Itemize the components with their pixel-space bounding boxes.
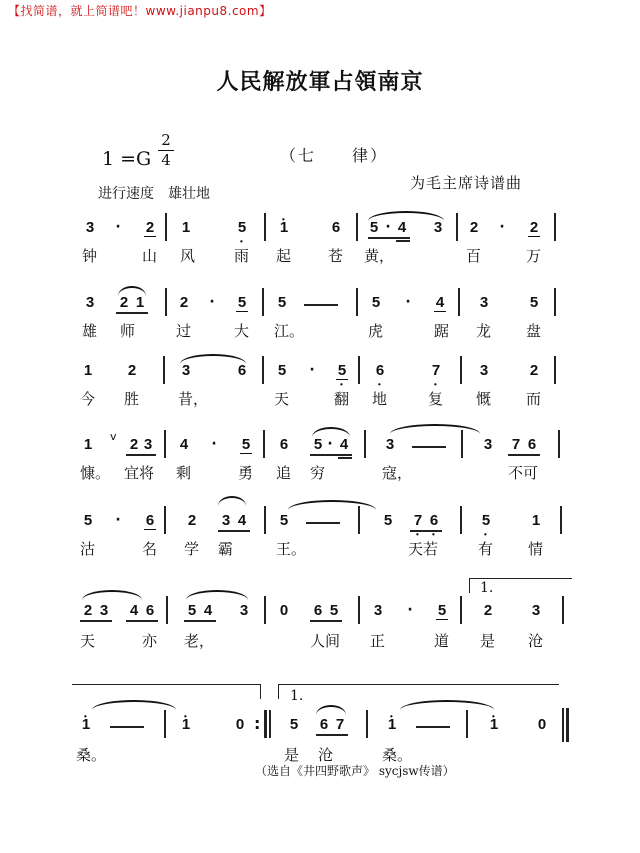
- underline: [80, 620, 112, 622]
- lyric: 是: [480, 632, 496, 650]
- note: 3: [221, 512, 231, 529]
- lyric: 剩: [176, 464, 192, 482]
- note: 1: [135, 294, 145, 311]
- lyric: 师: [120, 322, 136, 340]
- barline: [166, 596, 168, 624]
- slur: [92, 700, 176, 710]
- lyric: 老，: [184, 632, 215, 650]
- note: • 1: [488, 717, 500, 733]
- lyric: 是: [284, 746, 300, 764]
- lyric: 山: [142, 247, 158, 265]
- lyric: 盘: [526, 322, 542, 340]
- augmentation-dot: ·: [405, 294, 411, 310]
- note: 5: [237, 294, 247, 311]
- lyric: 复: [428, 390, 444, 408]
- site-banner[interactable]: 【找简谱，就上简谱吧！www.jianpu8.com】: [8, 4, 272, 18]
- note: 2: [83, 602, 93, 619]
- lyric: 龙: [476, 322, 492, 340]
- slur: [400, 700, 494, 710]
- barline: [165, 288, 167, 316]
- note: 5: [187, 602, 197, 619]
- lyric: 不可: [508, 464, 539, 482]
- note: 1: [181, 219, 191, 236]
- barline: [356, 213, 358, 241]
- note: 3: [239, 602, 249, 619]
- barline: [164, 430, 166, 458]
- lyric: 昔，: [178, 390, 209, 408]
- note: 2: [529, 362, 539, 379]
- note: 4: [203, 602, 213, 619]
- note: 6: [279, 436, 289, 453]
- lyric: 今: [80, 390, 96, 408]
- barline: [358, 506, 360, 534]
- barline: [458, 288, 460, 316]
- barline: [164, 710, 166, 738]
- lyric: 正: [370, 632, 386, 650]
- note: 6: [319, 716, 329, 733]
- augmentation-dot: ·: [309, 362, 315, 378]
- note: 0: [279, 602, 289, 619]
- lyric: 慷。: [80, 464, 111, 482]
- lyric: 有: [478, 540, 494, 558]
- underline: [410, 530, 442, 532]
- lyric: 而: [526, 390, 542, 408]
- lyric: 起: [276, 247, 292, 265]
- tempo-marking: 进行速度 雄壮地: [98, 186, 210, 202]
- key-signature: 1 =G: [102, 148, 152, 170]
- note: 7 •: [430, 363, 442, 379]
- lyric: 人间: [310, 632, 341, 650]
- slur: [218, 496, 246, 506]
- lyric: 桑。: [382, 746, 413, 764]
- barline: [356, 288, 358, 316]
- underline: [316, 734, 348, 736]
- note: 3: [479, 294, 489, 311]
- barline: [562, 596, 564, 624]
- note: 3: [99, 602, 109, 619]
- note: 2: [187, 512, 197, 529]
- lyric: 名: [142, 540, 158, 558]
- note: 6: [313, 602, 323, 619]
- note: 1: [83, 436, 93, 453]
- note: 5: [329, 602, 339, 619]
- underline: [508, 454, 540, 456]
- note: 6 •: [428, 513, 440, 529]
- volta-label: 1.: [480, 580, 494, 596]
- lyric: 学: [184, 540, 200, 558]
- note: 5: [437, 602, 447, 619]
- slur: [390, 424, 480, 434]
- note: 3: [531, 602, 541, 619]
- note: 3: [85, 219, 95, 236]
- lyric: 沽: [80, 540, 96, 558]
- note: 6: [145, 512, 155, 529]
- lyric: 慨: [476, 390, 492, 408]
- lyric: 寇，: [382, 464, 413, 482]
- barline: [558, 430, 560, 458]
- note: 3: [85, 294, 95, 311]
- source-credit: （选自《井四野歌声》 sycjsw传谱）: [255, 764, 455, 778]
- note: 2: [145, 219, 155, 236]
- underline: [368, 237, 410, 239]
- barline: [358, 596, 360, 624]
- lyric: 苍: [328, 247, 344, 265]
- note: 2: [483, 602, 493, 619]
- note: 6: [331, 219, 341, 236]
- note: 1: [531, 512, 541, 529]
- note: 5: [369, 219, 379, 236]
- barline: [264, 506, 266, 534]
- lyric: 穷: [310, 464, 326, 482]
- note: 6: [145, 602, 155, 619]
- note: 4: [237, 512, 247, 529]
- barline: [262, 288, 264, 316]
- lyric: 天若: [408, 540, 439, 558]
- barline: [460, 356, 462, 384]
- lyric: 万: [526, 247, 542, 265]
- lyric: 霸: [218, 540, 234, 558]
- composer-credit: 为毛主席诗谱曲: [410, 174, 523, 192]
- note: 5: [279, 512, 289, 529]
- note: 5: [529, 294, 539, 311]
- augmentation-dot: ·: [115, 512, 121, 528]
- note: 4: [129, 602, 139, 619]
- lyric: 胜: [124, 390, 140, 408]
- lyric: 亦: [142, 632, 158, 650]
- subtitle: （七 律）: [280, 146, 389, 165]
- note: 2: [179, 294, 189, 311]
- underline: [184, 620, 216, 622]
- note: 2: [529, 219, 539, 236]
- lyric: 宜将: [124, 464, 155, 482]
- lyric: 情: [528, 540, 544, 558]
- staff-row-2: [0, 290, 640, 350]
- note: 3: [433, 219, 443, 236]
- volta-bracket-2: [278, 684, 559, 699]
- note: • 1: [80, 717, 92, 733]
- note: • 1: [278, 220, 290, 236]
- note: 3: [479, 362, 489, 379]
- final-barline-thin: [562, 708, 564, 742]
- note: 0: [235, 716, 245, 733]
- note: 7: [511, 436, 521, 453]
- barline: [460, 506, 462, 534]
- lyric: 桑。: [76, 746, 107, 764]
- lyric: 勇: [238, 464, 254, 482]
- underline: [116, 312, 148, 314]
- barline: [163, 356, 165, 384]
- slur: [316, 705, 346, 715]
- augmentation-dot: ·: [211, 436, 217, 452]
- barline: [554, 213, 556, 241]
- barline: [461, 430, 463, 458]
- barline: [262, 356, 264, 384]
- extension-dash: [110, 726, 144, 728]
- note: • 1: [180, 717, 192, 733]
- barline: [264, 596, 266, 624]
- note: 4: [397, 219, 407, 236]
- lyric: 踞: [434, 322, 450, 340]
- note: 4: [435, 294, 445, 311]
- underline: [338, 457, 352, 459]
- lyric: 翻: [334, 390, 350, 408]
- augmentation-dot: ·: [499, 219, 505, 235]
- note: 4: [179, 436, 189, 453]
- underline: [126, 620, 158, 622]
- lyric: 追: [276, 464, 292, 482]
- lyric: 沧: [318, 746, 334, 764]
- barline: [466, 710, 468, 738]
- note: 3: [181, 362, 191, 379]
- lyric: 天: [80, 632, 96, 650]
- note: 5: [383, 512, 393, 529]
- note: 5: [289, 716, 299, 733]
- extension-dash: [416, 726, 450, 728]
- note: 3: [373, 602, 383, 619]
- note: 2: [119, 294, 129, 311]
- barline: [364, 430, 366, 458]
- lyric: 百: [466, 247, 482, 265]
- lyric: 虎: [368, 322, 384, 340]
- lyric: 过: [176, 322, 192, 340]
- note: 7 •: [412, 513, 424, 529]
- volta-continuation: [72, 684, 261, 699]
- slur: [82, 590, 142, 600]
- underline: [310, 454, 352, 456]
- note: 5: [83, 512, 93, 529]
- song-title: 人民解放軍占領南京: [216, 70, 424, 95]
- note: 6 •: [374, 363, 386, 379]
- lyric: 雄: [82, 322, 98, 340]
- note: 5: [277, 362, 287, 379]
- lyric: 风: [180, 247, 196, 265]
- repeat-sign: :: [254, 714, 261, 733]
- barline: [554, 288, 556, 316]
- time-top: 2: [161, 131, 171, 149]
- note: 3: [385, 436, 395, 453]
- note: 7: [335, 716, 345, 733]
- note: 5: [313, 436, 323, 453]
- staff-row-6: [0, 580, 640, 658]
- note: 2: [469, 219, 479, 236]
- barline: [358, 356, 360, 384]
- breath-mark: v: [110, 430, 117, 443]
- augmentation-dot: ·: [209, 294, 215, 310]
- barline: [554, 356, 556, 384]
- final-barline-thick: [566, 708, 569, 742]
- repeat-barline-thin: [269, 710, 271, 738]
- volta-label: 1.: [290, 688, 304, 704]
- note: 5 •: [236, 220, 248, 236]
- note: 5 •: [480, 513, 492, 529]
- extension-dash: [304, 304, 338, 306]
- repeat-barline: [264, 710, 267, 738]
- note: 0: [537, 716, 547, 733]
- note: • 1: [386, 717, 398, 733]
- note: 6: [527, 436, 537, 453]
- lyric: 天: [274, 390, 290, 408]
- underline: [396, 240, 410, 242]
- time-bottom: 4: [161, 151, 171, 169]
- barline: [366, 710, 368, 738]
- staff-row-3: [0, 358, 640, 418]
- note: 3: [483, 436, 493, 453]
- note: 3: [143, 436, 153, 453]
- barline: [264, 213, 266, 241]
- augmentation-dot: ·: [327, 436, 333, 452]
- lyric: 钟: [82, 247, 98, 265]
- lyric: 道: [434, 632, 450, 650]
- lyric: 沧: [528, 632, 544, 650]
- barline: [560, 506, 562, 534]
- note: 2: [127, 362, 137, 379]
- staff-row-5: [0, 508, 640, 568]
- lyric: 大: [234, 322, 250, 340]
- augmentation-dot: ·: [407, 602, 413, 618]
- slur: [186, 590, 248, 600]
- note: 1: [83, 362, 93, 379]
- augmentation-dot: ·: [385, 219, 391, 235]
- underline: [218, 530, 250, 532]
- staff-row-4: [0, 432, 640, 492]
- extension-dash: [306, 522, 340, 524]
- note: 5: [277, 294, 287, 311]
- note: 4: [339, 436, 349, 453]
- lyric: 黄，: [364, 247, 395, 265]
- augmentation-dot: ·: [115, 219, 121, 235]
- note: 2: [129, 436, 139, 453]
- staff-row-1: [0, 215, 640, 275]
- barline: [165, 213, 167, 241]
- lyric: 王。: [276, 540, 307, 558]
- barline: [263, 430, 265, 458]
- time-signature: [158, 132, 174, 169]
- extension-dash: [412, 446, 446, 448]
- barline: [164, 506, 166, 534]
- note: 6: [237, 362, 247, 379]
- lyric: 江。: [274, 322, 305, 340]
- slur: [288, 500, 376, 510]
- lyric: 地: [372, 390, 388, 408]
- note: 5: [241, 436, 251, 453]
- underline: [310, 620, 342, 622]
- barline: [456, 213, 458, 241]
- note: 5 •: [336, 363, 348, 380]
- lyric: 雨: [234, 247, 250, 265]
- note: 5: [371, 294, 381, 311]
- barline: [460, 596, 462, 624]
- underline: [126, 454, 156, 456]
